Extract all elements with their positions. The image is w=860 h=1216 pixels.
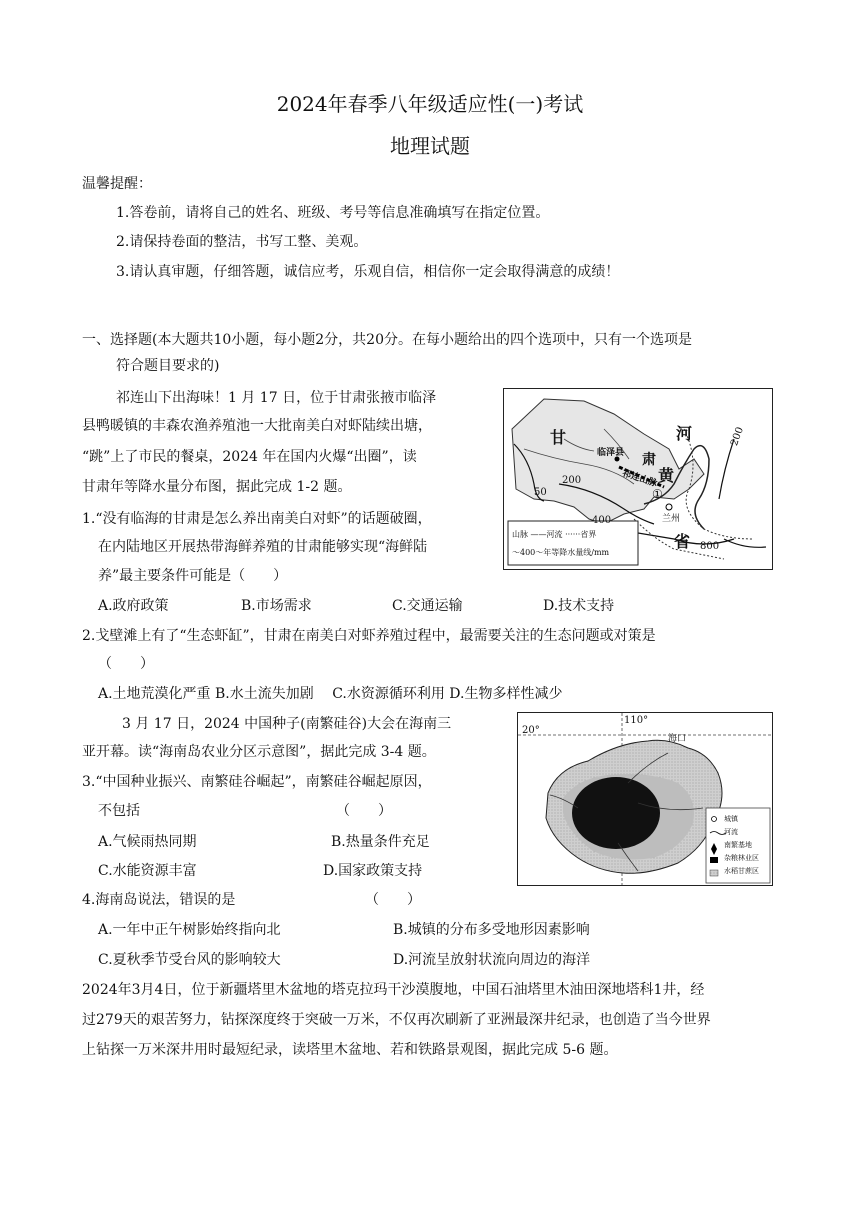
gansu-precipitation-map (503, 388, 773, 570)
reminder-item: 2.请保持卷面的整洁，书写工整、美观。 (116, 234, 368, 250)
map-legend: 山脉 ——河流 ······省界 (512, 530, 597, 539)
map-label: 黄 (658, 466, 675, 485)
option-a: A.气候雨热同期 (98, 834, 197, 850)
section-heading-cont: 符合题目要求的) (116, 358, 220, 374)
passage-line: 祁连山下出海味！1 月 17 日，位于甘肃张掖市临泽 (116, 390, 437, 406)
option-a: A.一年中正午树影始终指向北 (98, 922, 281, 938)
question-stem: 养”最主要条件可能是（ ） (98, 568, 288, 584)
passage-line: 2024年3月4日，位于新疆塔里木盆地的塔克拉玛干沙漠腹地，中国石油塔里木油田深地塔科1井，经 (82, 982, 705, 998)
legend-item: 河流 (724, 828, 738, 836)
passage-line: 上钻探一万米深井用时最短纪录，读塔里木盆地、若和铁路景观图，据此完成 5-6 题。 (82, 1042, 618, 1058)
map-label: ① (652, 487, 663, 501)
option-d: D.国家政策支持 (323, 863, 423, 879)
hainan-agriculture-map (517, 712, 773, 886)
passage-line: 县鸭暖镇的丰森农渔养殖池一大批南美白对虾陆续出塘， (82, 418, 432, 434)
map-label: 河 (676, 424, 693, 443)
option-c: C.水能资源丰富 (98, 863, 197, 879)
map-label: 祁连山脉 (620, 468, 659, 490)
city-label: 海口 (668, 734, 687, 744)
isohyet-label: 50 (534, 487, 547, 498)
exam-title: 2024年春季八年级适应性(一)考试 (276, 92, 584, 116)
question-paren: （ ） (336, 803, 392, 819)
reminder-item: 3.请认真审题，仔细答题，诚信应考，乐观自信，相信你一定会取得满意的成绩！ (116, 264, 620, 280)
passage-line: 亚开幕。读“海南岛农业分区示意图”，据此完成 3-4 题。 (82, 744, 436, 760)
option-b: B.城镇的分布多受地形因素影响 (393, 922, 590, 938)
map-label: 临泽县 (597, 448, 625, 458)
passage-line: 3 月 17 日，2024 中国种子(南繁硅谷)大会在海南三 (122, 716, 452, 732)
legend-item: 杂粮林业区 (724, 854, 759, 862)
map-label: 肃 (642, 452, 656, 468)
reminder-item: 1.答卷前，请将自己的姓名、班级、考号等信息准确填写在指定位置。 (116, 205, 550, 221)
question-paren: （ ） (98, 656, 154, 672)
legend-item: 城镇 (724, 815, 738, 823)
option-c: C.夏秋季节受台风的影响较大 (98, 952, 281, 968)
map-legend: ～400～年等降水量线/mm (512, 548, 610, 557)
legend-item: 水稻甘蔗区 (724, 867, 759, 875)
exam-subtitle: 地理试题 (390, 134, 470, 158)
question-options: A.土地荒漠化严重 B.水土流失加剧 C.水资源循环利用 D.生物多样性减少 (98, 686, 563, 702)
question-paren: （ ） (365, 892, 421, 908)
isohyet-label: 200 (562, 475, 582, 486)
question-stem: 4.海南岛说法，错误的是 (82, 892, 236, 908)
passage-line: 过279天的艰苦努力，钻探深度终于突破一万米，不仅再次刷新了亚洲最深井纪录，也创造了当今世界 (82, 1012, 711, 1028)
option-c: C.交通运输 (392, 598, 463, 614)
question-stem: 2.戈壁滩上有了“生态虾缸”，甘肃在南美白对虾养殖过程中，最需要关注的生态问题或对策是 (82, 628, 656, 644)
reminder-heading: 温馨提醒： (82, 176, 152, 192)
latitude-label: 20° (522, 725, 540, 736)
option-d: D.河流呈放射状流向周边的海洋 (393, 952, 591, 968)
option-a: A.政府政策 (98, 598, 169, 614)
option-b: B.热量条件充足 (331, 834, 430, 850)
map-label: 甘 (550, 428, 567, 447)
isohyet-label: 800 (700, 541, 720, 552)
option-b: B.市场需求 (241, 598, 312, 614)
map-label: 省 (674, 532, 691, 551)
question-stem: 在内陆地区开展热带海鲜养殖的甘肃能够实现“海鲜陆 (98, 539, 428, 555)
section-heading: 一、选择题(本大题共10小题，每小题2分，共20分。在每小题给出的四个选项中，只有一个选项是 (82, 332, 692, 348)
question-stem: 3.“中国种业振兴、南繁硅谷崛起”，南繁硅谷崛起原因， (82, 774, 432, 790)
legend-item: 南繁基地 (724, 841, 752, 849)
map-label: 兰州 (662, 514, 681, 524)
question-stem: 不包括 (98, 803, 140, 819)
passage-line: “跳”上了市民的餐桌，2024 年在国内火爆“出圈”，读 (82, 449, 417, 465)
isohyet-label: 200 (729, 425, 746, 448)
isohyet-label: 400 (592, 515, 612, 526)
option-d: D.技术支持 (543, 598, 615, 614)
question-stem: 1.“没有临海的甘肃是怎么养出南美白对虾”的话题破圈， (82, 511, 432, 527)
passage-line: 甘肃年等降水量分布图，据此完成 1-2 题。 (82, 479, 352, 495)
longitude-label: 110° (624, 715, 649, 726)
